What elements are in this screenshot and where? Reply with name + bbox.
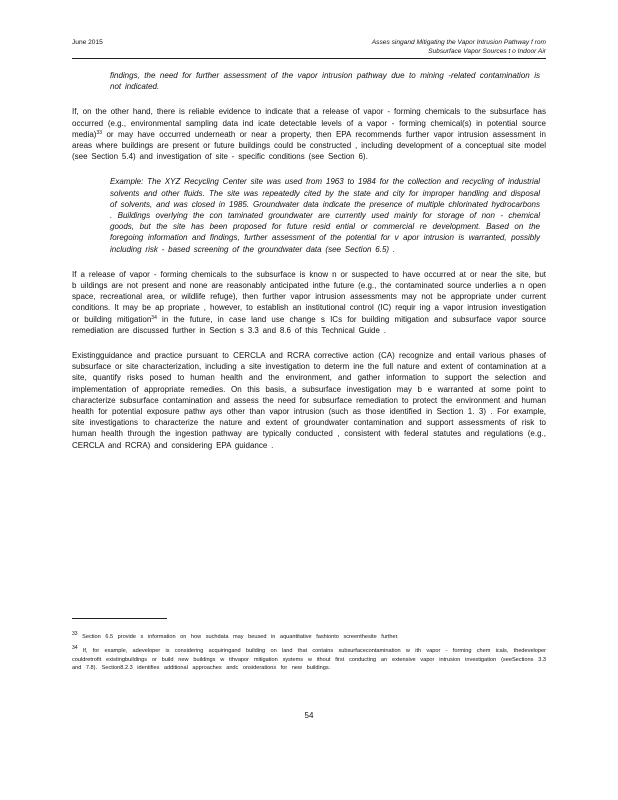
header-rule (72, 58, 546, 59)
paragraph-existing-guidance: Existingguidance and practice pursuant to CERCLA and RCRA corrective action (CA) recognize and entail various phases of subsurface or site characterization, including a site investigation to determ ine the full nature and extent of contamination at a site, quantify risks posed to human health and the environment, and gather information to support the selection and implementation of appropriate remedies. On this basis, a subsurface investigation may b e warranted at some point to characterize subsurface contamination and assess the need for subsurface remediation to protect the environment and human health for potential exposure pathw ays other than vapor intrusion (such as those identified in Section 1. 3) . For example, site investigations to characterize the nature and extent of groundwater contamination and support assessments of risk to human health through the ingestion pathway are typically conducted , consistent with federal statutes and regulations (e.g., CERCLA and RCRA) and considering EPA guidance . (72, 351, 546, 450)
footnote-ref-33[interactable]: 33 (96, 129, 103, 136)
body-text (72, 70, 546, 465)
paragraph-mining-findings: findings, the need for further assessment of the vapor intrusion pathway due to mining -related contamination is not indicated. (110, 71, 540, 92)
footnote-text: Section 6.5 provide s information on how suchdata may beused in aquantitative fashionto screenthesite further. (77, 634, 399, 640)
paragraph-reliable-evidence (72, 106, 546, 162)
footnote-number: 33 (72, 631, 78, 637)
footnote-33 (72, 633, 546, 641)
footnote-number: 34 (72, 645, 78, 652)
paragraph-text: or may have occurred underneath or near a property, then EPA recommends further vapor intrusion assessment in areas where buildings are present or future buildings could be constructed , including development of a conceptual site model (see Section 5.4) and investigation of site - specific conditions (see Section 6). (72, 129, 546, 162)
footnote-rule (72, 618, 167, 619)
header-title (246, 38, 546, 56)
footnote-34 (72, 647, 546, 672)
footnote-ref-34[interactable]: 34 (151, 314, 157, 321)
paragraph-text: If a release of vapor - forming chemicals to the subsurface is know n or suspected to have occurred at or near the site, but b uildings are not present and none are reasonably anticipated inthe future (e.g., the contaminated source underlies a n open space, recreational area, or wildlife refuge), then further vapor intrusion assessments may not be appropriate under current conditions. It may be ap propriate , however, to establish an institutional control (IC) requir ing a vapor intrusion investigation or building mitigation (72, 269, 546, 324)
header-title-line-1: Asses singand Mitigating the Vapor Intrusion Pathway f rom (371, 39, 546, 46)
footnotes (72, 633, 546, 679)
paragraph-text: in the future, in case land use change s ICs for building mitigation and subsurface vapor source remediation are discussed further in Section s 3.3 and 8.6 of this Technical Guide . (72, 314, 546, 335)
footnote-text: If, for example, adeveloper is considering acquiringand building on land that contains subsurfacecontamination w ith vapor - forming chem icals, thedeveloper couldretrofit existingbuildings or build new buildings w ithvapor mitigation systems w ithout first conducting an extensive vapor intrusion investigation (seeSections 3.3 and 7.8). Section8.2.3 identifies additional approaches andc onsiderations for new buildings. (72, 648, 546, 672)
header-title-line-2: Subsurface Vapor Sources t o Indoor Air (428, 48, 546, 55)
page-number: 54 (304, 711, 314, 720)
paragraph-text: If, on the other hand, there is reliable evidence to indicate that a release of vapor - forming chemicals to the subsurface has occurred (e.g., environmental sampling data ind icate detectable levels of a vapor - forming chemical(s) in potential source media) (72, 107, 546, 139)
header-date: June 2015 (72, 39, 103, 46)
paragraph-example-xyz: Example: The XYZ Recycling Center site was used from 1963 to 1984 for the collection and recycling of industrial solvents and other fluids. The site was repeatedly cited by the state and city for improper handling and disposal of solvents, and was closed in 1985. Groundwater data indicate the presence of multiple chlorinated hydrocarbons . Buildings overlying the con taminated groundwater are currently used mainly for storage of non - chemical goods, but the site has been proposed for future resid ential or commercial re development. Based on the foregoing information and findings, further assessment of the potential for v apor intrusion is warranted, possibly including risk - based screening of the groundwater data (see Section 6.5) . (110, 177, 540, 254)
paragraph-no-buildings (72, 269, 546, 336)
